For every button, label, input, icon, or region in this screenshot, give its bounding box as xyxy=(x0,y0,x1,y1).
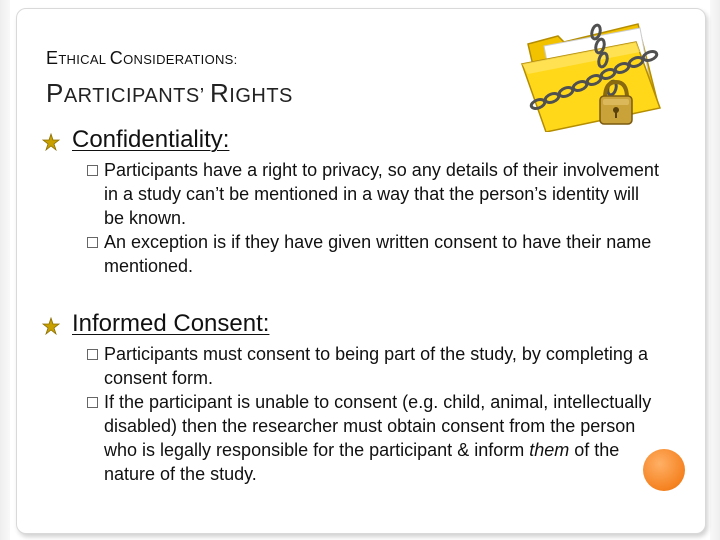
frame-left-strip xyxy=(0,0,10,540)
section-informed-consent xyxy=(42,310,662,486)
gold-star-bullet-icon xyxy=(42,130,60,154)
sub-list xyxy=(87,342,662,486)
slide-subtitle: ETHICAL CONSIDERATIONS: xyxy=(46,48,238,68)
list-item: An exception is if they have given written consent to have their name mentioned. xyxy=(87,230,662,278)
list-item: Participants have a right to privacy, so any details of their involvement in a study can’t be mentioned in a way that the person’s identity will be known. xyxy=(87,158,662,230)
square-bullet-icon xyxy=(87,349,98,360)
frame-right-strip xyxy=(710,0,720,540)
square-bullet-icon xyxy=(87,237,98,248)
heading-row xyxy=(42,126,662,154)
heading-row xyxy=(42,310,662,338)
square-bullet-icon xyxy=(87,165,98,176)
locked-folder-chain-icon xyxy=(508,12,668,132)
list-item: Participants must consent to being part of the study, by completing a consent form. xyxy=(87,342,662,390)
orange-circle-decoration xyxy=(643,449,685,491)
gold-star-bullet-icon xyxy=(42,314,60,338)
section-heading: Confidentiality: xyxy=(72,126,230,153)
list-item: If the participant is unable to consent (e.g. child, animal, intellectually disabled) then the researcher must obtain consent from the person who is legally responsible for the participant & inform them of the nature of the study. xyxy=(87,390,662,486)
section-confidentiality xyxy=(42,126,662,278)
square-bullet-icon xyxy=(87,397,98,408)
sub-list xyxy=(87,158,662,278)
slide-title: PARTICIPANTS’ RIGHTS xyxy=(46,78,293,108)
section-heading: Informed Consent: xyxy=(72,310,270,337)
